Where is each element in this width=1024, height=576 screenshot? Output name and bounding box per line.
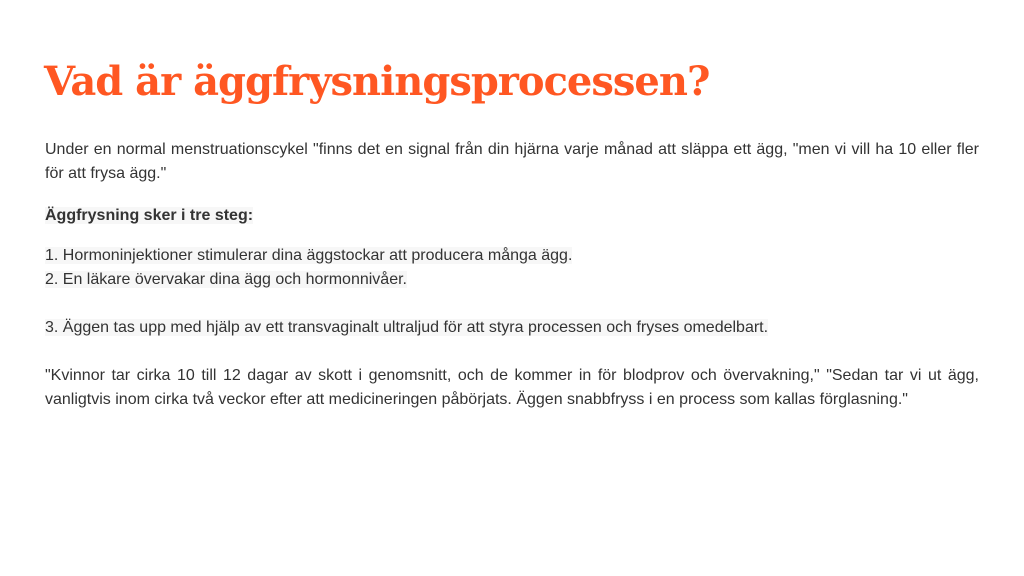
step-item-1: [45, 244, 979, 268]
step-text: 2. En läkare övervakar dina ägg och hormonnivåer.: [45, 271, 407, 288]
slide-body: [45, 138, 979, 412]
spacer: [45, 340, 979, 364]
slide-title: Vad är äggfrysningsprocessen?: [44, 58, 710, 105]
steps-heading-text: Äggfrysning sker i tre steg:: [45, 207, 254, 224]
intro-paragraph: Under en normal menstruationscykel "finns det en signal från din hjärna varje månad att släppa ett ägg, "men vi vill ha 10 eller fler för att frysa ägg.": [45, 141, 979, 182]
steps-heading: [45, 204, 979, 228]
step-text: 1. Hormoninjektioner stimulerar dina äggstockar att producera många ägg.: [45, 247, 573, 264]
step-item-2: [45, 268, 979, 292]
quote-paragraph: "Kvinnor tar cirka 10 till 12 dagar av skott i genomsnitt, och de kommer in för blodprov och övervakning," "Sedan tar vi ut ägg, vanligtvis inom cirka två veckor efter att medicineringen påbörjats. Äggen snabbfryss i en process som kallas förglasning.": [45, 367, 979, 408]
step-text: 3. Äggen tas upp med hjälp av ett transvaginalt ultraljud för att styra processen och fryses omedelbart.: [45, 319, 769, 336]
step-item-3: [45, 316, 979, 340]
spacer: [45, 292, 979, 316]
